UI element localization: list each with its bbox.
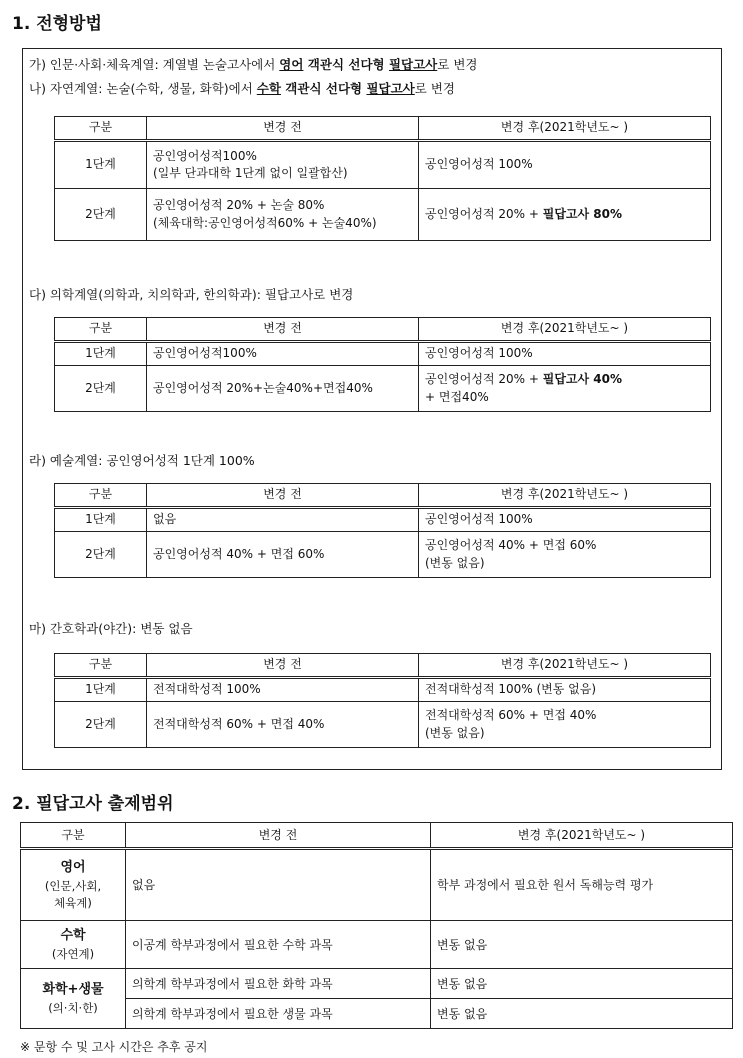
table-row: 2단계 전적대학성적 60% + 면접 40% 전적대학성적 60% + 면접 40% (변동 없음) xyxy=(55,702,711,748)
table-row: 2단계 공인영어성적 40% + 면접 60% 공인영어성적 40% + 면접 60% (변동 없음) xyxy=(55,532,711,578)
table-nursing: 구분 변경 전 변경 후(2021학년도~ ) 1단계 전적대학성적 100% 전적대학성적 100% (변동 없음) 2단계 전적대학성적 60% + 면접 40% 전적대학성적 60% + 면접 40% (변동 없음) xyxy=(54,653,711,748)
table-row: 의학계 학부과정에서 필요한 생물 과목 변동 없음 xyxy=(21,999,733,1029)
table-medical: 구분 변경 전 변경 후(2021학년도~ ) 1단계 공인영어성적100% 공인영어성적 100% 2단계 공인영어성적 20%+논술40%+면접40% 공인영어성적 20% + 필답고사 40% + 면접40% xyxy=(54,317,711,412)
header-category: 구분 xyxy=(55,117,147,141)
subject-chem-bio: 화학+생물 (의·치·한) xyxy=(21,969,126,1029)
line-da: 다) 의학계열(의학과, 치의학과, 한의학과): 필답고사로 변경 xyxy=(29,287,354,302)
table-row: 2단계 공인영어성적 20% + 논술 80% (체육대학:공인영어성적60% + 논술40%) 공인영어성적 20% + 필답고사 80% xyxy=(55,189,711,241)
table-row: 화학+생물 (의·치·한) 의학계 학부과정에서 필요한 화학 과목 변동 없음 xyxy=(21,969,733,999)
header-after: 변경 후(2021학년도~ ) xyxy=(419,117,711,141)
line-na: 나) 자연계열: 논술(수학, 생물, 화학)에서 수학 객관식 선다형 필답고사로 변경 xyxy=(29,81,455,96)
table-row: 1단계 없음 공인영어성적 100% xyxy=(55,508,711,532)
table-arts: 구분 변경 전 변경 후(2021학년도~ ) 1단계 없음 공인영어성적 100% 2단계 공인영어성적 40% + 면접 60% 공인영어성적 40% + 면접 60% (변동 없음) xyxy=(54,483,711,578)
subject-english: 영어 (인문,사회, 체육계) xyxy=(21,849,126,921)
line-ga: 가) 인문·사회·체육계열: 계열별 논술고사에서 영어 객관식 선다형 필답고사로 변경 xyxy=(29,57,478,72)
table-row: 1단계 전적대학성적 100% 전적대학성적 100% (변동 없음) xyxy=(55,678,711,702)
exam-scope-table: 구분 변경 전 변경 후(2021학년도~ ) 영어 (인문,사회, 체육계) 없음 학부 과정에서 필요한 원서 독해능력 평가 수학 (자연계) 이공계 학부과정에서 필요한 수학 과목 변동 없음 화학+생물 (의·치·한) 의학계 학부과정에서 필요한 화학 과목 변동 없음 의학계 학부과정에서 필요한 생물 과목 변동 없음 xyxy=(20,822,733,1029)
footnote: ※ 문항 수 및 고사 시간은 추후 공지 xyxy=(20,1040,208,1054)
table-row: 2단계 공인영어성적 20%+논술40%+면접40% 공인영어성적 20% + 필답고사 40% + 면접40% xyxy=(55,366,711,412)
table-humanities-science xyxy=(54,116,711,241)
admission-method-box xyxy=(22,48,722,770)
header-before: 변경 전 xyxy=(147,117,419,141)
table-row: 1단계 공인영어성적100% 공인영어성적 100% xyxy=(55,342,711,366)
subject-math: 수학 (자연계) xyxy=(21,921,126,969)
line-ra: 라) 예술계열: 공인영어성적 1단계 100% xyxy=(29,453,255,468)
section-2-title: 2. 필답고사 출제범위 xyxy=(12,794,174,814)
section-1-title: 1. 전형방법 xyxy=(12,14,102,34)
line-ma: 마) 간호학과(야간): 변동 없음 xyxy=(29,621,193,636)
table-row: 영어 (인문,사회, 체육계) 없음 학부 과정에서 필요한 원서 독해능력 평가 xyxy=(21,849,733,921)
table-row: 1단계 공인영어성적100% (일부 단과대학 1단계 없이 일괄합산) 공인영어성적 100% xyxy=(55,141,711,189)
table-row: 수학 (자연계) 이공계 학부과정에서 필요한 수학 과목 변동 없음 xyxy=(21,921,733,969)
